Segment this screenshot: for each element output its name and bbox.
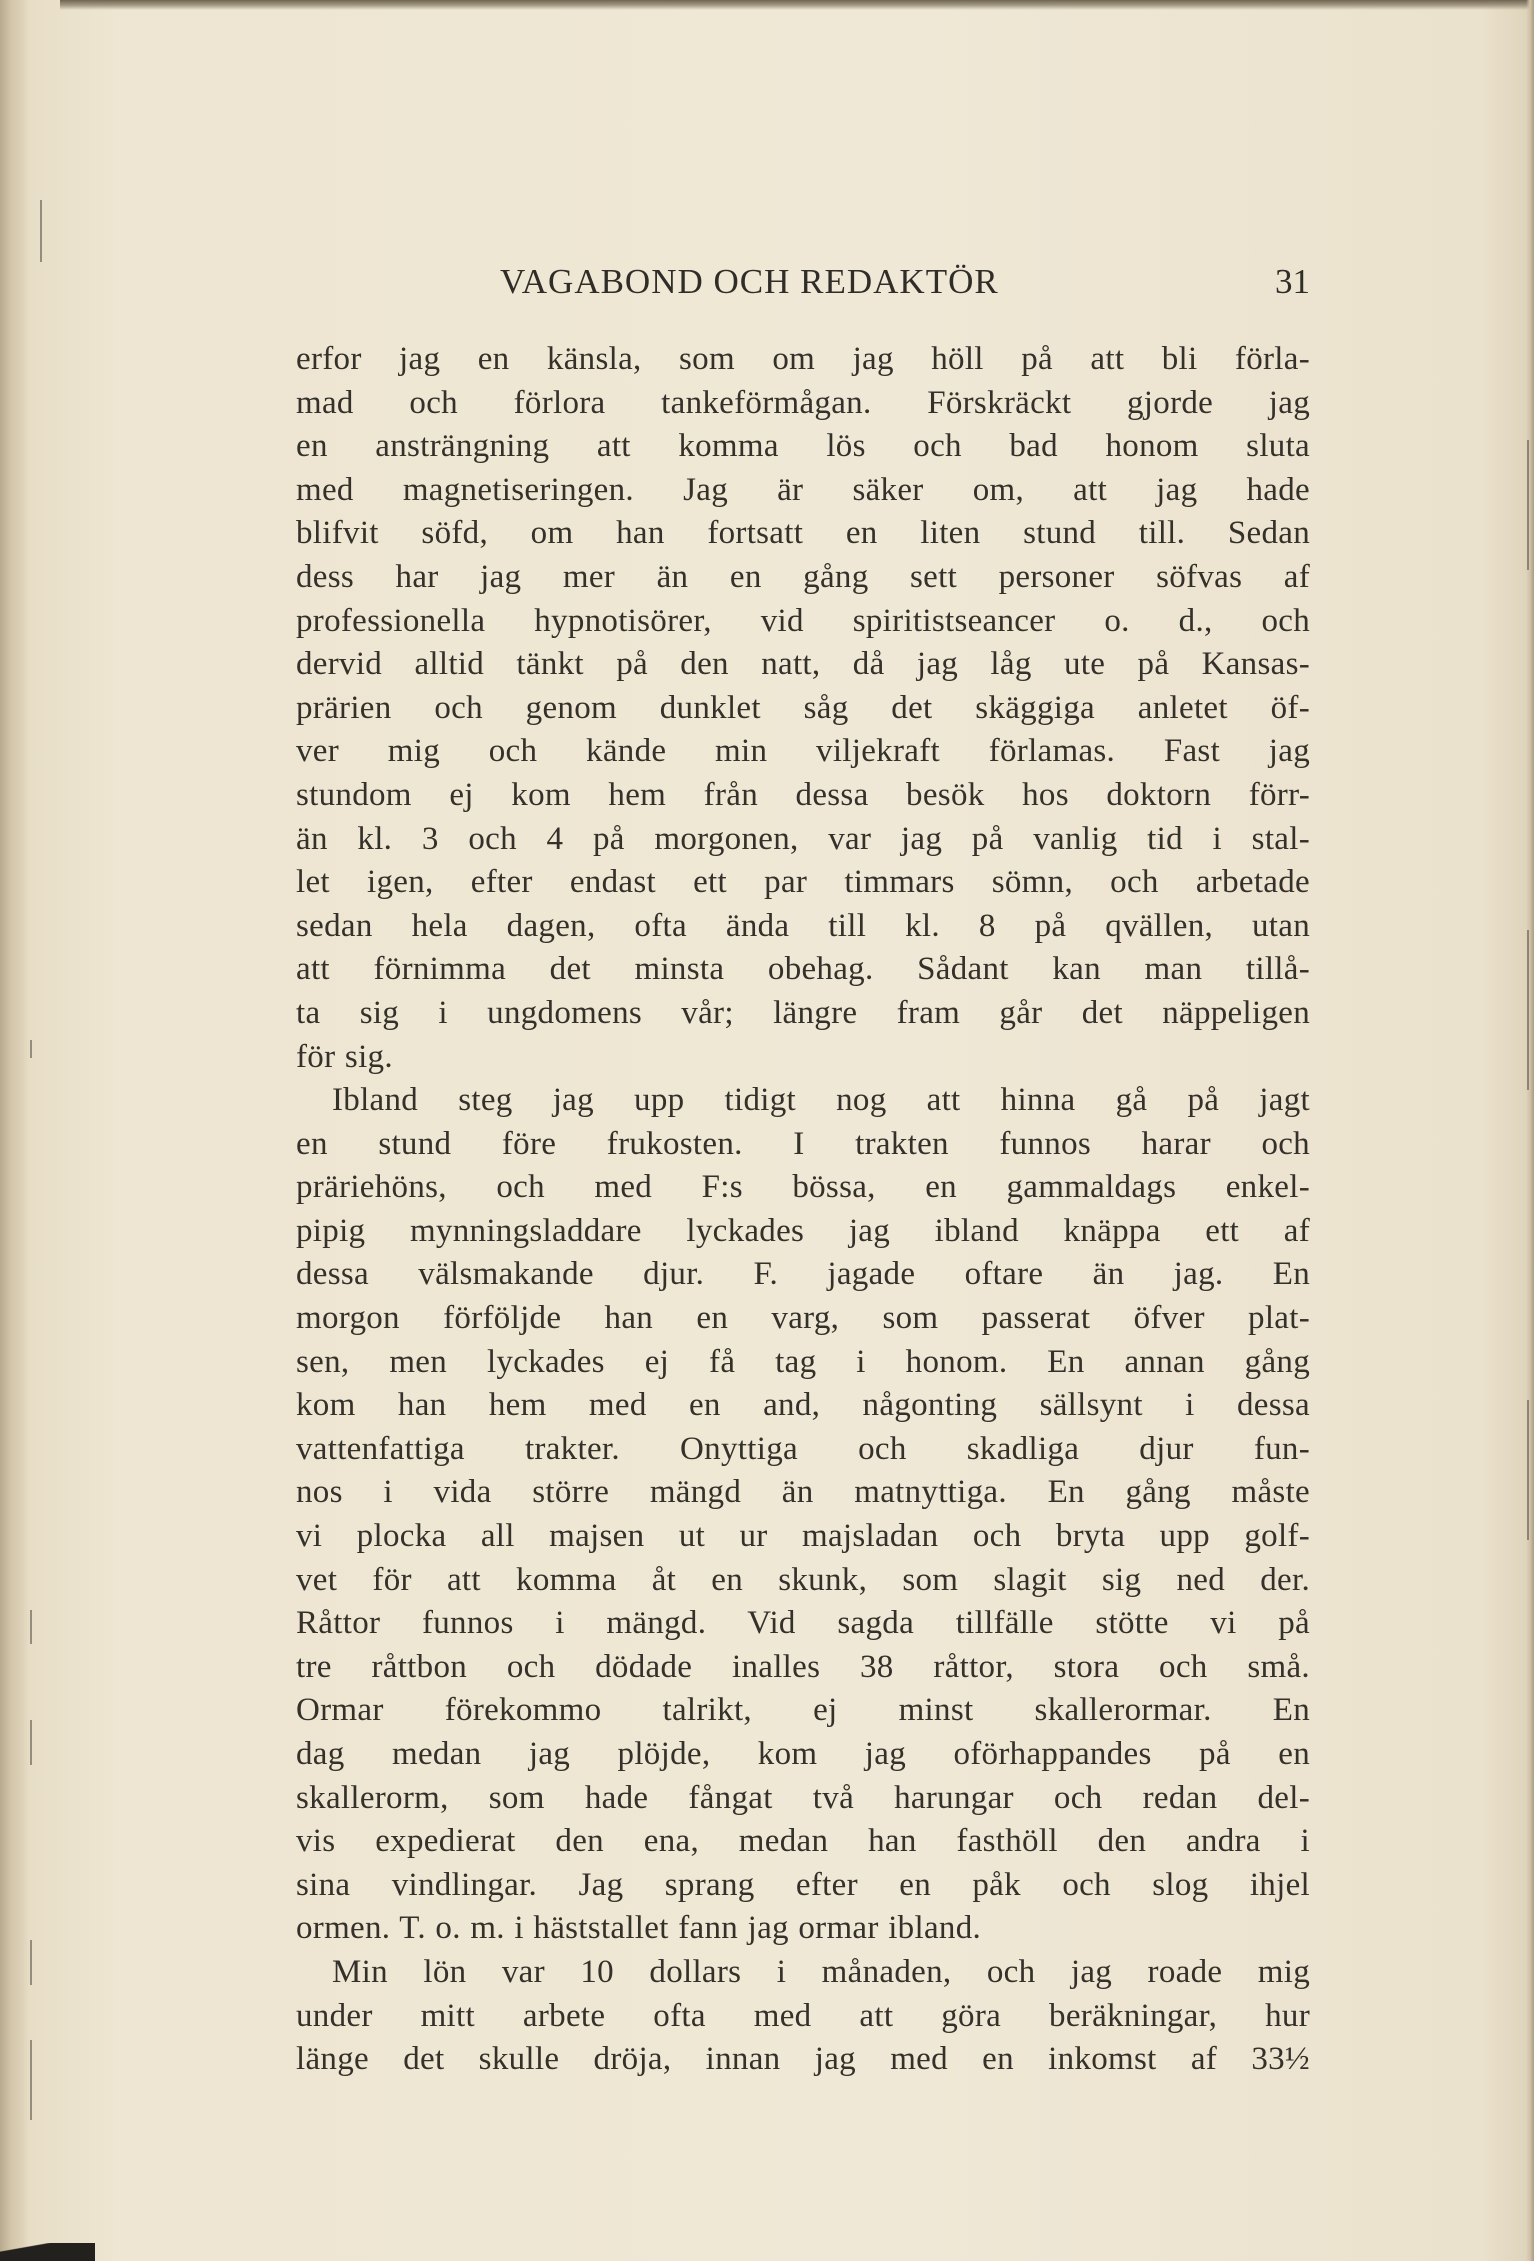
text-line: dess har jag mer än en gång sett personer söfvas af: [296, 558, 1310, 595]
text-line: vet för att komma åt en skunk, som slagit sig ned der.: [296, 1561, 1310, 1598]
bottom-corner-shadow: [0, 2243, 95, 2261]
page-top-edge: [60, 0, 1534, 10]
text-line: pipig mynningsladdare lyckades jag ibland knäppa ett af: [296, 1212, 1310, 1249]
text-line: skallerorm, som hade fångat två harungar och redan del-: [296, 1779, 1310, 1816]
paragraph-start-line: Ibland steg jag upp tidigt nog att hinna gå på jagt: [332, 1082, 1310, 1119]
text-line: än kl. 3 och 4 på morgonen, var jag på vanlig tid i stal-: [296, 820, 1310, 857]
text-line: vi plocka all majsen ut ur majsladan och bryta upp golf-: [296, 1518, 1310, 1555]
text-line: en stund före frukosten. I trakten funnos harar och: [296, 1125, 1310, 1162]
text-line: sina vindlingar. Jag sprang efter en påk och slog ihjel: [296, 1866, 1310, 1903]
margin-mark: [30, 1940, 32, 1985]
text-line: länge det skulle dröja, innan jag med en inkomst af 33½: [296, 2041, 1310, 2078]
page-number: 31: [1275, 262, 1310, 301]
margin-mark: [1527, 930, 1529, 1090]
margin-mark: [1527, 1400, 1529, 1540]
text-line: erfor jag en känsla, som om jag höll på att bli förla-: [296, 341, 1310, 377]
margin-mark: [30, 1720, 32, 1765]
page-right-edge: [1526, 0, 1534, 2261]
text-line: morgon förföljde han en varg, som passerat öfver plat-: [296, 1300, 1310, 1337]
text-line: professionella hypnotisörer, vid spiritistseancer o. d., och: [296, 602, 1310, 639]
text-line: tre råttbon och dödade inalles 38 råttor, stora och små.: [296, 1648, 1310, 1685]
text-line: dervid alltid tänkt på den natt, då jag låg ute på Kansas-: [296, 646, 1310, 683]
margin-mark: [30, 2040, 32, 2120]
text-line: att förnimma det minsta obehag. Sådant kan man tillå-: [296, 951, 1310, 988]
running-title: VAGABOND OCH REDAKTÖR: [500, 262, 999, 301]
text-line: stundom ej kom hem från dessa besök hos doktorn förr-: [296, 776, 1310, 813]
text-line: Ormar förekommo talrikt, ej minst skallerormar. En: [296, 1692, 1310, 1729]
text-line: prärien och genom dunklet såg det skäggiga anletet öf-: [296, 689, 1310, 726]
text-line: ta sig i ungdomens vår; längre fram går det näppeligen: [296, 994, 1310, 1031]
text-line: präriehöns, och med F:s bössa, en gammaldags enkel-: [296, 1169, 1310, 1206]
text-line: under mitt arbete ofta med att göra beräkningar, hur: [296, 1997, 1310, 2034]
margin-mark: [1527, 440, 1529, 570]
text-line: med magnetiseringen. Jag är säker om, att jag hade: [296, 471, 1310, 508]
text-line: let igen, efter endast ett par timmars sömn, och arbetade: [296, 864, 1310, 901]
book-page: [296, 252, 1310, 2078]
text-line: vis expedierat den ena, medan han fasthöll den andra i: [296, 1823, 1310, 1860]
margin-mark: [30, 1040, 32, 1058]
running-head: [296, 252, 1310, 308]
body-text: [296, 338, 1310, 2082]
text-line: en ansträngning att komma lös och bad honom sluta: [296, 428, 1310, 465]
paragraph-end-line: ormen. T. o. m. i häststallet fann jag ormar ibland.: [296, 1910, 982, 1947]
paragraph-start-line: Min lön var 10 dollars i månaden, och jag roade mig: [332, 1953, 1310, 1990]
text-line: Råttor funnos i mängd. Vid sagda tillfälle stötte vi på: [296, 1605, 1310, 1642]
text-line: dag medan jag plöjde, kom jag oförhappandes på en: [296, 1736, 1310, 1772]
margin-mark: [40, 200, 42, 262]
text-line: ver mig och kände min viljekraft förlamas. Fast jag: [296, 733, 1310, 770]
text-line: mad och förlora tankeförmågan. Förskräckt gjorde jag: [296, 384, 1310, 421]
paragraph-end-line: för sig.: [296, 1038, 393, 1075]
text-line: blifvit söfd, om han fortsatt en liten stund till. Sedan: [296, 515, 1310, 552]
text-line: dessa välsmakande djur. F. jagade oftare än jag. En: [296, 1256, 1310, 1293]
text-line: sedan hela dagen, ofta ända till kl. 8 på qvällen, utan: [296, 907, 1310, 944]
margin-mark: [30, 1610, 32, 1644]
binding-edge: [0, 0, 30, 2261]
text-line: nos i vida större mängd än matnyttiga. En gång måste: [296, 1474, 1310, 1511]
text-line: sen, men lyckades ej få tag i honom. En annan gång: [296, 1343, 1310, 1380]
text-line: vattenfattiga trakter. Onyttiga och skadliga djur fun-: [296, 1430, 1310, 1467]
text-line: kom han hem med en and, någonting sällsynt i dessa: [296, 1387, 1310, 1424]
